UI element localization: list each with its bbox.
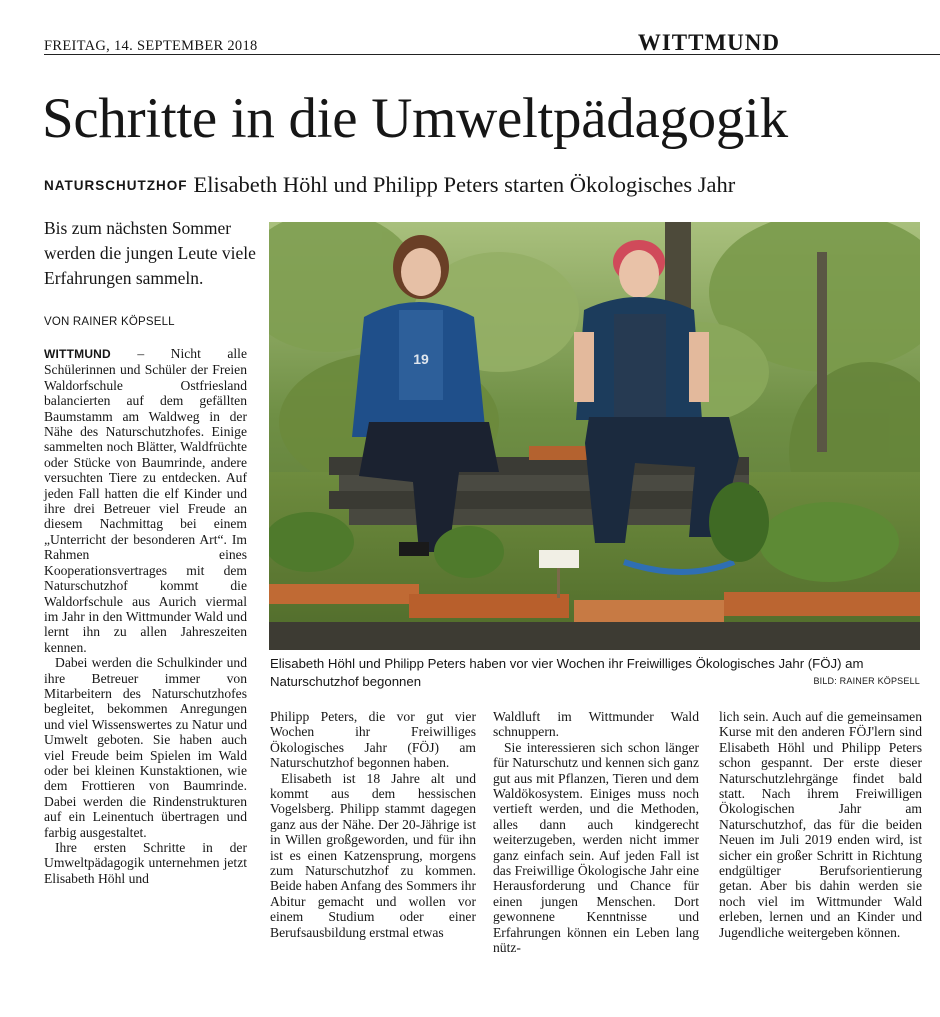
- article-paragraph-text: – Nicht alle Schülerinnen und Schüler der Freien Waldorfschule Ostfriesland balancierten auf dem gefällten Baumstamm am Waldweg in der Nähe des Naturschutzhofes. Einige sammelten noch Blätter, Waldfrüchte oder Stücke von Baumrinde, andere versuchten Tiere zu entdecken. Auf jeden Fall hatten die elf Kinder und ihre drei Betreuer viel Freude an diesem Nachmittag bei einem „Unterricht der besonderen Art“. Im Rahmen eines Kooperationsvertrages mit dem Naturschutzhof kommt die Waldorfschule aus Aurich viermal im Jahr in den Wittmunder Wald und lernt ihn zu allen Jahreszeiten kennen.: [44, 346, 247, 655]
- article-photo: [269, 222, 920, 650]
- dateline: FREITAG, 14. SEPTEMBER 2018: [44, 38, 258, 54]
- article-paragraph: lich sein. Auch auf die gemeinsamen Kurse mit den anderen FÖJ'lern sind Elisabeth Höhl und Philipp Peters schon gespannt. Der erste dieser Naturschutzlehrgänge findet bald statt. Nach ihrem Freiwilligen Ökologischen Jahr am Naturschutzhof, das für die beiden Neuen im Juli 2019 enden wird, ist sicher ein großer Schritt in Richtung endgültiger Berufsorientierung getan. Aber bis dahin werden sie noch viel im Wittmunder Wald erleben, lernen und an Kinder und Jugendliche weitergeben können.: [719, 709, 922, 940]
- header-rule: [44, 54, 940, 55]
- photo-illustration: [269, 222, 920, 650]
- article-column-1: [44, 346, 247, 886]
- article-paragraph: Elisabeth ist 18 Jahre alt und kommt aus dem hessischen Vogelsberg. Philipp stammt dagegen ganz aus der Nähe. Der 20-Jährige ist in Willen großgeworden, und für ihn ist es einen Katzensprung, morgens zum Naturschutzhof zu kommen. Beide haben Anfang des Sommers ihr Abitur gemacht und wollen vor einem Studium oder einer Berufsausbildung erstmal etwas: [270, 770, 476, 940]
- teaser: Bis zum nächsten Sommer werden die jungen Leute viele Erfahrungen sammeln.: [44, 218, 256, 288]
- headline: Schritte in die Umweltpädagogik: [42, 87, 788, 150]
- subheadline-line: [44, 172, 934, 198]
- article-column-3: [493, 709, 699, 956]
- tree-trunk: [817, 252, 827, 452]
- subheadline: Elisabeth Höhl und Philipp Peters starten Ökologisches Jahr: [193, 172, 736, 197]
- article-paragraph: Philipp Peters, die vor gut vier Wochen ihr Freiwilliges Ökologisches Jahr (FÖJ) am Naturschutzhof begonnen haben.: [270, 709, 476, 771]
- article-column-4: [719, 709, 922, 940]
- article-paragraph: Dabei werden die Schulkinder und ihre Betreuer immer von Mitarbeitern des Naturschutzhofes begleitet, bekommen Anregungen und viel Wissenswertes zu Natur und Umwelt geboten. Sie haben auch viel Freude beim Spielen im Wald oder bei kleinen Kunstaktionen, wie dem Frottieren von Baumrinde. Dabei werden die Rindenstrukturen auf ein Leinentuch übertragen und farbig ausgestaltet.: [44, 655, 247, 840]
- article-column-2: [270, 709, 476, 940]
- section-title: WITTMUND: [637, 30, 780, 55]
- shirt-print-number: 19: [413, 351, 429, 367]
- photo-credit: BILD: RAINER KÖPSELL: [813, 676, 920, 686]
- article-paragraph: Waldluft im Wittmunder Wald schnuppern.: [493, 709, 699, 740]
- lead-word: WITTMUND: [44, 347, 111, 361]
- article-paragraph: Sie interessieren sich schon länger für Naturschutz und kennen sich ganz gut aus mit Pflanzen, Tieren und dem Waldökosystem. Einiges muss noch vertieft werden, und die Methoden, alles dann auch kindgerecht weiterzugeben, werden nicht immer ganz einfach sein. Auf jeden Fall ist das Freiwillige Ökologische Jahr eine Herausforderung und Chance für einen jungen Menschen. Dort gewonnene Kenntnisse und Erfahrungen können ein Leben lang nütz-: [493, 739, 699, 956]
- kicker: NATURSCHUTZHOF: [44, 178, 188, 193]
- article-paragraph: Ihre ersten Schritte in der Umweltpädagogik unternehmen jetzt Elisabeth Höhl und: [44, 840, 247, 886]
- article-paragraph: [44, 346, 247, 655]
- byline: VON RAINER KÖPSELL: [44, 316, 175, 328]
- plant-label-sign: [539, 550, 579, 568]
- photo-caption: Elisabeth Höhl und Philipp Peters haben vor vier Wochen ihr Freiwilliges Ökologisches Jahr (FÖJ) am Naturschutzhof begonnen: [270, 656, 864, 689]
